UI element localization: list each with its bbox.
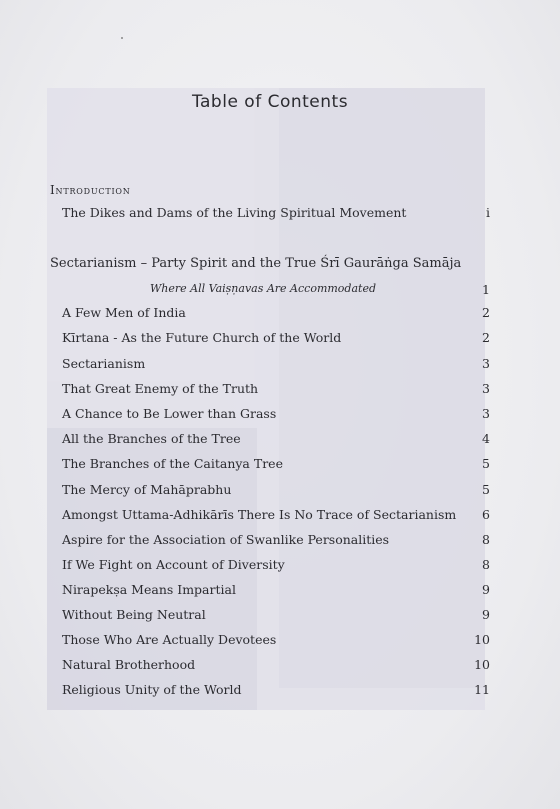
toc-entry-label: The Branches of the Caitanya Tree [62, 456, 283, 471]
toc-entry-label: Aspire for the Association of Swanlike Personalities [62, 532, 390, 547]
toc-entry-label: Nirapekṣa Means Impartial [62, 582, 236, 597]
toc-entry[interactable] [62, 381, 490, 399]
toc-entry-page: 3 [482, 356, 490, 371]
toc-entry-page: 5 [482, 456, 490, 471]
toc-entry[interactable] [62, 682, 490, 700]
toc-entry[interactable] [62, 507, 490, 525]
toc-entry[interactable] [62, 582, 490, 600]
toc-entry-page: 4 [482, 431, 490, 446]
toc-entry-label: The Dikes and Dams of the Living Spiritual Movement [62, 205, 407, 220]
toc-entry[interactable] [62, 431, 490, 449]
toc-entry[interactable] [62, 532, 490, 550]
toc-entry-page: 5 [482, 482, 490, 497]
toc-entry-page: 3 [482, 381, 490, 396]
toc-entry-page: 9 [482, 582, 490, 597]
toc-entry-page: 6 [482, 507, 490, 522]
toc-entry-label: Sectarianism [62, 356, 146, 371]
toc-entry[interactable] [62, 657, 490, 675]
toc-entry[interactable] [62, 456, 490, 474]
toc-entry-label: Religious Unity of the World [62, 682, 242, 697]
toc-entry-label: Without Being Neutral [62, 607, 206, 622]
toc-entry-page: 11 [474, 682, 490, 697]
toc-entry[interactable] [62, 607, 490, 625]
toc-entry-label: Natural Brotherhood [62, 657, 196, 672]
toc-entry-label: Those Who Are Actually Devotees [62, 632, 277, 647]
chapter-subheading-page: 1 [482, 282, 490, 297]
toc-entry[interactable] [62, 356, 490, 374]
toc-entry[interactable] [62, 330, 490, 348]
toc-entry-page: i [486, 205, 490, 220]
toc-entry[interactable] [62, 305, 490, 323]
toc-entry-page: 10 [474, 632, 490, 647]
toc-entry-page: 2 [482, 330, 490, 345]
toc-entry-label: If We Fight on Account of Diversity [62, 557, 285, 572]
toc-entry-page: 9 [482, 607, 490, 622]
toc-entry-label: A Chance to Be Lower than Grass [62, 406, 277, 421]
toc-entry[interactable] [62, 482, 490, 500]
toc-entry-label: The Mercy of Mahāprabhu [62, 482, 232, 497]
toc-entry[interactable] [62, 406, 490, 424]
paper-speck [121, 37, 123, 39]
toc-entry[interactable] [62, 632, 490, 650]
toc-entry-label: Amongst Uttama-Adhikārīs There Is No Trace of Sectarianism [62, 507, 457, 522]
toc-entry-label: Kīrtana - As the Future Church of the World [62, 330, 342, 345]
toc-entry-page: 10 [474, 657, 490, 672]
toc-entry-page: 8 [482, 557, 490, 572]
toc-entry-label: A Few Men of India [62, 305, 186, 320]
toc-entry-label: That Great Enemy of the Truth [62, 381, 259, 396]
toc-entry[interactable] [62, 557, 490, 575]
toc-entry[interactable] [62, 205, 490, 223]
chapter-heading: Sectarianism – Party Spirit and the True Śrī Gaurāṅga Samāja [50, 256, 462, 271]
toc-entry-page: 8 [482, 532, 490, 547]
chapter-subheading: Where All Vaiṣṇavas Are Accommodated [150, 282, 377, 295]
toc-entry-label: All the Branches of the Tree [62, 431, 241, 446]
page-title: Table of Contents [191, 92, 349, 112]
toc-entry-page: 3 [482, 406, 490, 421]
toc-entry-page: 2 [482, 305, 490, 320]
introduction-heading: Introduction [50, 183, 131, 197]
